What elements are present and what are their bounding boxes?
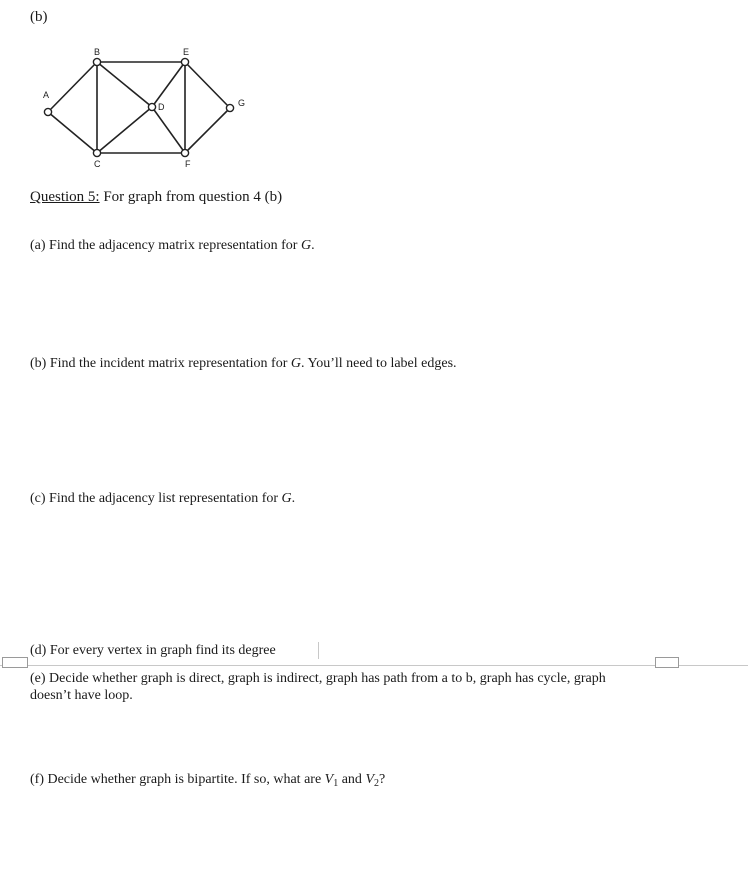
edge-B-D: [97, 62, 152, 107]
question-a-text: (a) Find the adjacency matrix representation for: [30, 238, 301, 253]
question-d: (d) For every vertex in graph find its degree: [30, 643, 276, 658]
question-b-suffix: . You’ll need to label edges.: [301, 356, 457, 371]
vertex-B: [93, 58, 100, 65]
question-f-text: (f) Decide whether graph is bipartite. If so, what are: [30, 772, 325, 787]
vertex-label-B: B: [94, 47, 101, 57]
part-label: (b): [30, 9, 48, 25]
question-f-and: and: [338, 772, 366, 787]
question-c-text: (c) Find the adjacency list representation for: [30, 491, 282, 506]
edge-D-F: [152, 107, 185, 153]
question-f-suffix: ?: [379, 772, 386, 787]
vertex-D: [148, 103, 155, 110]
text-cursor-marker: [318, 642, 319, 659]
question-f: [30, 772, 385, 789]
question-a-suffix: .: [311, 238, 315, 253]
question-b: [30, 356, 457, 372]
edge-A-B: [48, 62, 97, 112]
question-c: [30, 491, 295, 507]
question-e-line1: (e) Decide whether graph is direct, graph is indirect, graph has path from a to b, graph has cycle, graph: [30, 671, 606, 686]
question-a: [30, 238, 315, 254]
question-c-var: G: [281, 491, 292, 506]
vertex-label-C: C: [94, 159, 101, 169]
page-break-line: [0, 665, 748, 666]
question-c-suffix: .: [291, 491, 296, 506]
left-margin-marker[interactable]: [2, 657, 28, 668]
vertex-C: [93, 149, 100, 156]
edge-D-E: [152, 62, 185, 107]
question-number: Question 5:: [30, 189, 100, 205]
graph-figure: [30, 40, 260, 175]
edge-F-G: [185, 108, 230, 153]
question-b-text: (b) Find the incident matrix representation for: [30, 356, 291, 371]
question-title-text: For graph from question 4 (b): [99, 189, 283, 205]
question-e-line2: doesn’t have loop.: [30, 688, 133, 703]
vertex-label-A: A: [43, 90, 50, 100]
right-margin-marker[interactable]: [655, 657, 679, 668]
question-f-sub2: 2: [374, 778, 379, 789]
vertex-label-G: G: [238, 98, 246, 108]
edge-C-D: [97, 107, 152, 153]
vertex-E: [181, 58, 188, 65]
vertex-F: [181, 149, 188, 156]
question-f-v2: V: [365, 772, 374, 787]
question-b-var: G: [290, 356, 301, 371]
edge-E-G: [185, 62, 230, 108]
vertex-label-E: E: [183, 47, 190, 57]
question-title: [30, 189, 282, 206]
vertex-label-F: F: [185, 159, 191, 169]
vertex-A: [44, 108, 51, 115]
edge-A-C: [48, 112, 97, 153]
vertex-label-D: D: [158, 102, 165, 112]
question-f-v1: V: [324, 772, 334, 787]
question-f-sub1: 1: [333, 778, 339, 789]
question-a-var: G: [300, 238, 312, 253]
vertex-G: [226, 104, 233, 111]
